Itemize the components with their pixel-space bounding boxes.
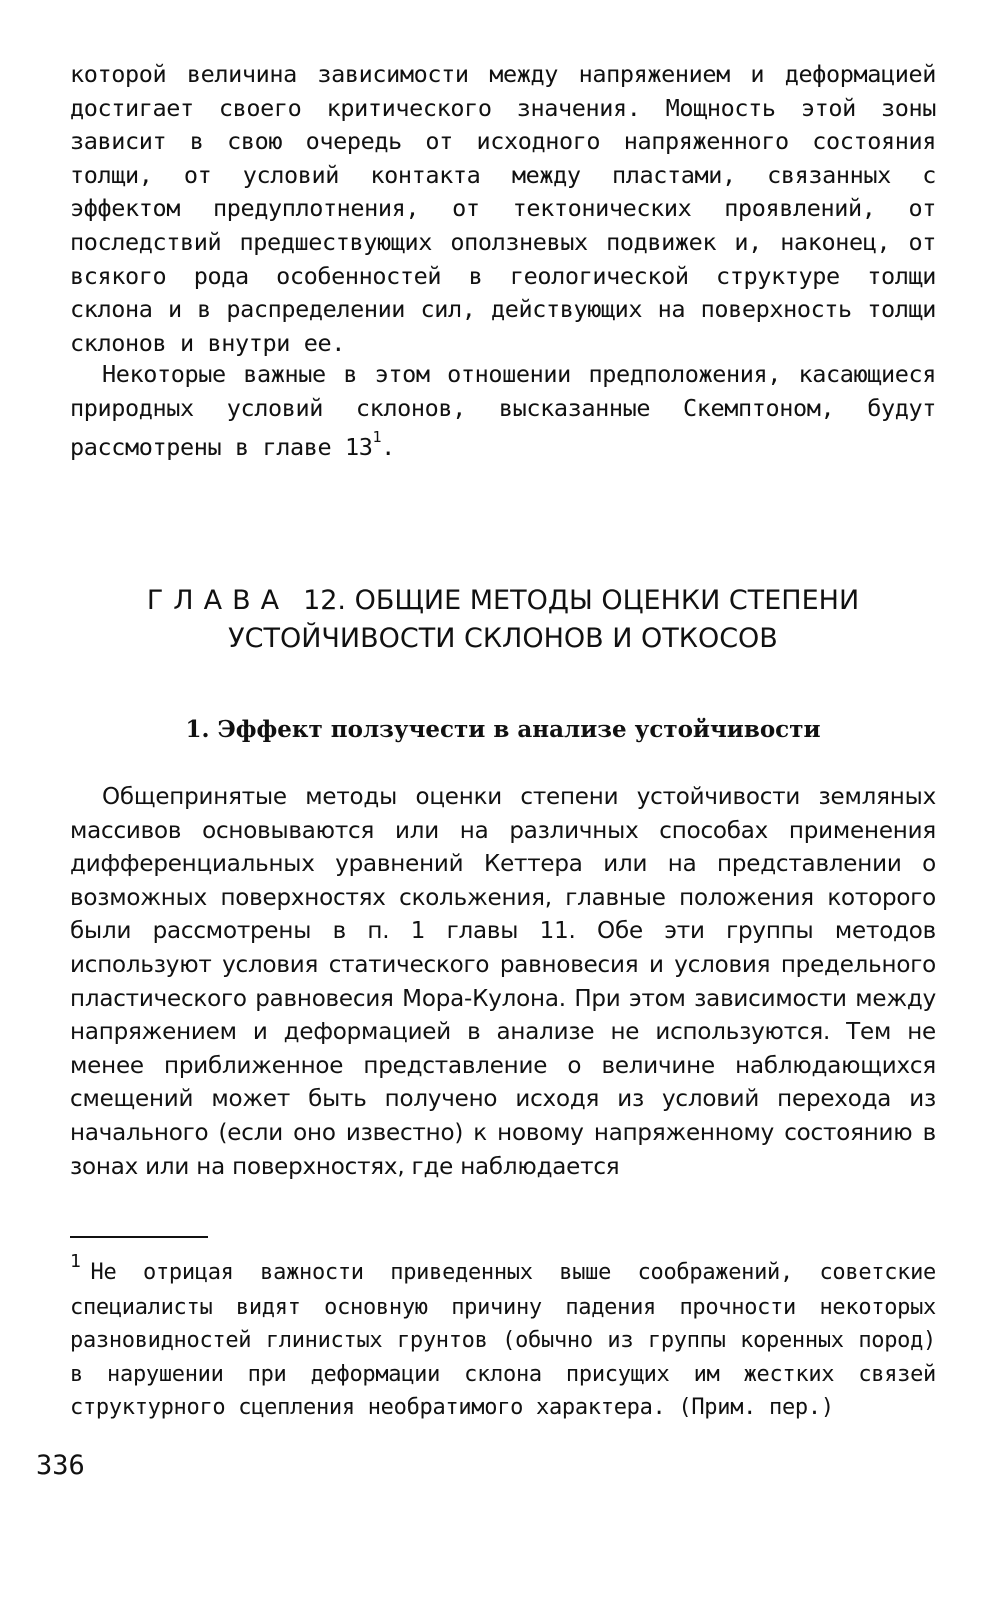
paragraph-continuation: которой величина зависимости между напряжением и деформацией достигает своего критического значения. Мощность этой зоны зависит в свою очередь от исходного напряженного состояния толщи, от условий контакта между пластами, связанных с эффектом предуплотнения, от тектонических проявлений, от последствий предшествующих оползневых подвижек и, наконец, от всякого рода особенностей в геологической структуре толщи склона и в распределении сил, действующих на поверхность толщи склонов и внутри ее. [70, 60, 936, 357]
chapter-title-line-2: УСТОЙЧИВОСТИ СКЛОНОВ И ОТКОСОВ [228, 623, 778, 654]
chapter-heading [70, 582, 936, 658]
paragraph-methods: Общепринятые методы оценки степени устойчивости земляных массивов основываются или на различных способах применения дифференциальных уравнений Кеттера или на представлении о возможных поверхностях скольжения, главные положения которого были рассмотрены в п. 1 главы 11. Обе эти группы методов используют условия статического равновесия и условия предельного пластического равновесия Мора-Кулона. При этом зависимости между напряжением и деформацией в анализе не используются. Тем не менее приближенное представление о величине наблюдающихся смещений может быть получено исходя из условий перехода из начального (если оно известно) к новому напряженному состоянию в зонах или на поверхностях, где наблюдается [70, 784, 936, 1180]
paragraph-skempton-end: . [381, 433, 395, 462]
footnote-divider [70, 1236, 208, 1238]
section-heading: 1. Эффект ползучести в анализе устойчивости [185, 716, 821, 743]
page-number: 336 [36, 1450, 85, 1481]
footnote-text: Не отрицая важности приведенных выше соображений, советские специалисты видят основную причину падения прочности некоторых разновидностей глинистых грунтов (обычно из группы коренных пород) в нарушении при деформации склона присущих им жестких связей структурного сцепления необратимого характера. (Прим. пер.) [70, 1260, 936, 1420]
footnote-reference: 1 [372, 428, 382, 447]
paragraph-skempton [70, 358, 936, 465]
footnote [70, 1251, 936, 1425]
paragraph-skempton-text: Некоторые важные в этом отношении предположения, касающиеся природных условий склонов, высказанные Скемптоном, будут рассмотрены в главе 13 [70, 360, 936, 462]
footnote-mark: 1 [70, 1251, 81, 1272]
chapter-label: ГЛАВА [146, 585, 290, 616]
chapter-title-line-1: 12. ОБЩИЕ МЕТОДЫ ОЦЕНКИ СТЕПЕНИ [303, 585, 860, 616]
